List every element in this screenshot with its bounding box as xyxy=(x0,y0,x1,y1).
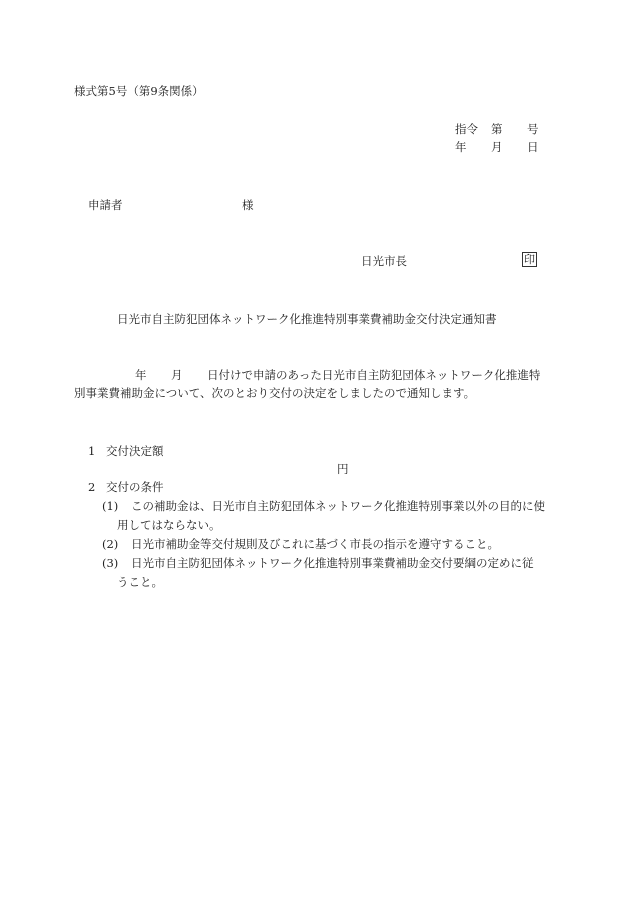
recipient-honorific: 様 xyxy=(242,198,254,212)
number-suffix: 号 xyxy=(527,122,539,136)
date-day-label: 日 xyxy=(527,140,539,154)
seal-stamp-box: 印 xyxy=(524,253,535,266)
recipient-label: 申請者 xyxy=(88,198,123,212)
number-prefix: 第 xyxy=(491,122,503,136)
date-month-label: 月 xyxy=(491,140,503,154)
condition3-line1: 日光市自主防犯団体ネットワーク化推進特別事業費補助金交付要綱の定めに従 xyxy=(131,556,534,570)
date-year-label: 年 xyxy=(455,140,467,154)
issuer-title: 日光市長 xyxy=(361,254,407,268)
section1-number: 1 xyxy=(88,444,96,458)
body-line2: 別事業費補助金について、次のとおり交付の決定をしましたので通知します。 xyxy=(74,386,476,400)
section2-title: 交付の条件 xyxy=(106,480,164,494)
condition2-line1: 日光市補助金等交付規則及びこれに基づく市長の指示を遵守すること。 xyxy=(131,537,499,551)
condition1-line2: 用してはならない。 xyxy=(117,518,221,532)
section2-number: 2 xyxy=(88,480,96,494)
body-month-label: 月 xyxy=(171,368,183,382)
condition3-number: (3) xyxy=(102,556,119,570)
section1-title: 交付決定額 xyxy=(106,444,164,458)
condition2-number: (2) xyxy=(102,537,119,551)
amount-unit: 円 xyxy=(337,462,349,476)
body-line1: 日付けで申請のあった日光市自主防犯団体ネットワーク化推進特 xyxy=(207,368,541,382)
form-number: 様式第5号（第9条関係） xyxy=(74,84,204,98)
directive-label: 指令 xyxy=(455,122,478,136)
condition3-line2: うこと。 xyxy=(117,575,163,589)
condition1-line1: この補助金は、日光市自主防犯団体ネットワーク化推進特別事業以外の目的に使 xyxy=(131,499,545,513)
body-year-label: 年 xyxy=(135,368,147,382)
document-title: 日光市自主防犯団体ネットワーク化推進特別事業費補助金交付決定通知書 xyxy=(117,312,497,326)
condition1-number: (1) xyxy=(102,499,119,513)
